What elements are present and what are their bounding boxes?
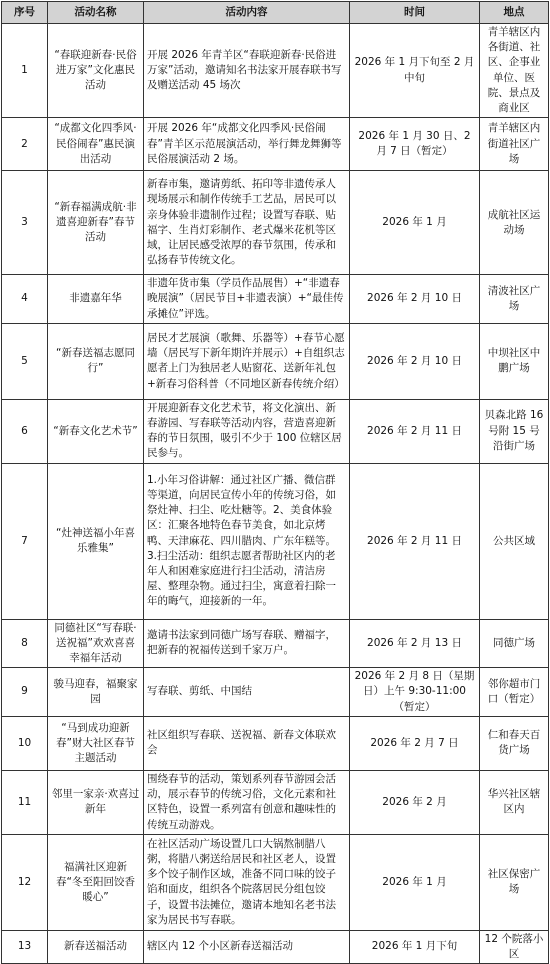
cell-no: 5: [2, 323, 48, 399]
cell-time: 2026 年 2 月 8 日（星期日）上午 9:30-11:00（暂定）: [350, 668, 480, 717]
table-row: [2, 171, 549, 275]
cell-no: 6: [2, 399, 48, 463]
cell-activity-name: “马到成功迎新春”财大社区春节主题活动: [48, 716, 144, 770]
table-row: [2, 668, 549, 717]
cell-time: 2026 年 1 月: [350, 834, 480, 930]
cell-no: 7: [2, 463, 48, 619]
header-time: 时间: [350, 2, 480, 24]
cell-no: 11: [2, 770, 48, 834]
cell-location: 邻你超市门口（暂定）: [480, 668, 549, 717]
cell-no: 8: [2, 619, 48, 668]
cell-activity-content: 围绕春节的活动，策划系列春节游园会活动，展示春节的传统习俗，文化元素和社区特色，设置一系列富有创意和趣味性的传统互动游戏。: [144, 770, 350, 834]
header-activity-name: 活动名称: [48, 2, 144, 24]
cell-activity-content: 辖区内 12 个小区新春送福活动: [144, 930, 350, 963]
cell-activity-content: [144, 463, 350, 619]
cell-activity-name: “新春文化艺术节”: [48, 399, 144, 463]
table-row: [2, 716, 549, 770]
table-row: [2, 24, 549, 118]
table-row: [2, 118, 549, 171]
cell-no: 12: [2, 834, 48, 930]
table-row: [2, 399, 549, 463]
cell-time: 2026 年 1 月下旬至 2 月中旬: [350, 24, 480, 118]
cell-location: 12 个院落小区: [480, 930, 549, 963]
cell-activity-name: 非遗嘉年华: [48, 275, 144, 324]
cell-time: 2026 年 2 月 7 日: [350, 716, 480, 770]
table-row: [2, 930, 549, 963]
cell-time: 2026 年 2 月 10 日: [350, 275, 480, 324]
table-row: [2, 463, 549, 619]
cell-activity-content: 开展 2026 年青羊区“春联迎新春·民俗进万家”活动，邀请知名书法家开展春联书写及赠送活动 45 场次: [144, 24, 350, 118]
cell-location: 成航社区运动场: [480, 171, 549, 275]
header-activity-content: 活动内容: [144, 2, 350, 24]
cell-time: 2026 年 1 月 30 日、2 月 7 日（暂定）: [350, 118, 480, 171]
cell-activity-content: 非遗年货市集（学员作品展售）+“非遗春晚展演”（居民节目+非遗表演）+“最佳传承摊位”评选。: [144, 275, 350, 324]
cell-no: 13: [2, 930, 48, 963]
cell-time: 2026 年 1 月: [350, 171, 480, 275]
cell-no: 3: [2, 171, 48, 275]
cell-time: 2026 年 1 月下旬: [350, 930, 480, 963]
cell-time: 2026 年 2 月 13 日: [350, 619, 480, 668]
table-row: [2, 770, 549, 834]
cell-location: 仁和春天百货广场: [480, 716, 549, 770]
cell-location: 贝森北路 16 号附 15 号沿街广场: [480, 399, 549, 463]
cell-location: 公共区域: [480, 463, 549, 619]
cell-activity-name: “成都文化四季风·民俗闹春”惠民演出活动: [48, 118, 144, 171]
cell-location: 中坝社区中鹏广场: [480, 323, 549, 399]
cell-activity-content: 开展 2026 年“成都文化四季风·民俗闹春”青羊区示范展演活动，举行舞龙舞狮等民俗展演活动 2 场。: [144, 118, 350, 171]
cell-activity-name: “新春福满成航·非遗喜迎新春”春节活动: [48, 171, 144, 275]
cell-no: 1: [2, 24, 48, 118]
cell-activity-content: 邀请书法家到同德广场写春联、赠福字，把新春的祝福传送到千家万户。: [144, 619, 350, 668]
cell-activity-content: 写春联、剪纸、中国结: [144, 668, 350, 717]
cell-activity-name: “灶神送福小年喜乐雅集”: [48, 463, 144, 619]
table-row: [2, 834, 549, 930]
header-location: 地点: [480, 2, 549, 24]
cell-no: 10: [2, 716, 48, 770]
table-row: [2, 275, 549, 324]
cell-activity-content: 居民才艺展演（歌舞、乐器等）+春节心愿墙（居民写下新年期许并展示）+自组织志愿者上门为独居老人贴窗花、送新年礼包+新春习俗科普（不同地区新春传统介绍）: [144, 323, 350, 399]
cell-activity-name: 骏马迎春，福聚家园: [48, 668, 144, 717]
cell-activity-content: 在社区活动广场设置几口大锅熬制腊八粥，将腊八粥送给居民和社区老人，设置多个饺子制作区域，准备不同口味的饺子馅和面皮，组织各个院落居民分组包饺子，设置书法摊位，邀请本地知名老书法家为居民书写春联。: [144, 834, 350, 930]
cell-content-text: 1.小年习俗讲解：通过社区广播、微信群等渠道，向居民宣传小年的传统习俗，如祭灶神、扫尘、吃灶糖等。2、美食体验区：汇聚各地特色春节美食，如北京烤鸭、天津麻花、四川腊肉、广东年糕等。 3.扫尘活动：组织志愿者帮助社区内的老年人和困难家庭进行扫尘活动，清洁房屋、整理杂物。通过扫尘，寓意着扫除一年的晦气，迎接新的一年。: [147, 473, 336, 608]
cell-time: 2026 年 2 月: [350, 770, 480, 834]
cell-no: 2: [2, 118, 48, 171]
cell-activity-content: 开展迎新春文化艺术节，将文化演出、新春游园、写春联等活动内容，营造喜迎新春的节日氛围，吸引不少于 100 位辖区居民参与。: [144, 399, 350, 463]
cell-location: 清波社区广场: [480, 275, 549, 324]
cell-location: 社区保密广场: [480, 834, 549, 930]
cell-activity-name: 邻里一家亲·欢喜过新年: [48, 770, 144, 834]
cell-activity-content: 新春市集，邀请剪纸、拓印等非遗传承人现场展示和制作传统手工艺品，居民可以亲身体验非遗制作过程；设置写春联、贴福字、生肖灯彩制作、老式爆米花机等区域，让居民感受浓厚的春节氛围，传承和弘扬春节传统文化。: [144, 171, 350, 275]
cell-location: 青羊辖区内街道社区广场: [480, 118, 549, 171]
table-header-row: [2, 2, 549, 24]
cell-no: 9: [2, 668, 48, 717]
cell-activity-content: 社区组织写春联、送祝福、新春文体联欢会: [144, 716, 350, 770]
cell-time: 2026 年 2 月 11 日: [350, 399, 480, 463]
table-row: [2, 323, 549, 399]
cell-activity-name: 新春送福活动: [48, 930, 144, 963]
cell-time: 2026 年 2 月 10 日: [350, 323, 480, 399]
cell-no: 4: [2, 275, 48, 324]
cell-location: 华兴社区辖区内: [480, 770, 549, 834]
cell-time: 2026 年 2 月 11 日: [350, 463, 480, 619]
cell-location: 同德广场: [480, 619, 549, 668]
cell-location: 青羊辖区内各街道、社区、企事业单位、医院、景点及商业区: [480, 24, 549, 118]
table-row: [2, 619, 549, 668]
cell-activity-name: 同德社区“写春联·送祝福”欢欢喜喜幸福年活动: [48, 619, 144, 668]
cell-activity-name: “新春送福志愿同行”: [48, 323, 144, 399]
cell-activity-name: “春联迎新春·民俗进万家”文化惠民活动: [48, 24, 144, 118]
cell-activity-name: 福满社区迎新春“冬至阳回饺香暖心”: [48, 834, 144, 930]
activity-table: [1, 1, 549, 964]
header-no: 序号: [2, 2, 48, 24]
